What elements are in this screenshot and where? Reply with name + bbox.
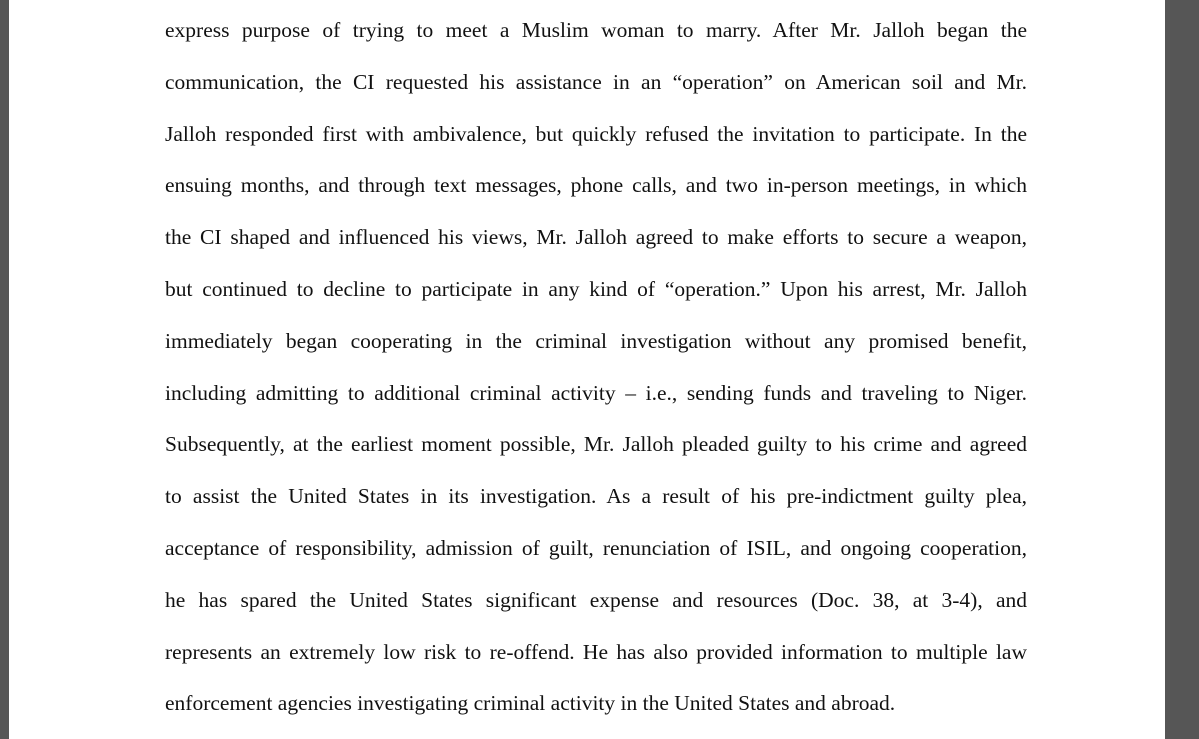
- text-line: express purpose of trying to meet a Muslim woman to marry. After Mr. Jalloh began the: [165, 18, 1027, 42]
- text-line: he has spared the United States significant expense and resources (Doc. 38, at 3-4), and: [165, 587, 1027, 612]
- text-line: to assist the United States in its investigation. As a result of his pre-indictment guilty plea,: [165, 484, 1027, 509]
- text-line: the CI shaped and influenced his views, Mr. Jalloh agreed to make efforts to secure a weapon,: [165, 225, 1027, 250]
- text-line: including admitting to additional criminal activity – i.e., sending funds and traveling to Niger.: [165, 380, 1027, 405]
- text-line: represents an extremely low risk to re-offend. He has also provided information to multiple law: [165, 639, 1027, 664]
- text-line: immediately began cooperating in the criminal investigation without any promised benefit,: [165, 328, 1027, 353]
- text-line: communication, the CI requested his assistance in an “operation” on American soil and Mr.: [165, 69, 1027, 94]
- text-line: enforcement agencies investigating criminal activity in the United States and abroad.: [165, 691, 896, 716]
- text-line: Subsequently, at the earliest moment possible, Mr. Jalloh pleaded guilty to his crime and agreed: [165, 432, 1027, 457]
- body-paragraph: [165, 5, 1027, 730]
- text-line: Jalloh responded first with ambivalence, but quickly refused the invitation to participate. In the: [165, 121, 1027, 146]
- viewer-background-right: [1165, 0, 1199, 739]
- text-line: but continued to decline to participate in any kind of “operation.” Upon his arrest, Mr. Jalloh: [165, 276, 1027, 301]
- document-page: [9, 0, 1165, 739]
- viewer-background-left: [0, 0, 9, 739]
- text-line: acceptance of responsibility, admission of guilt, renunciation of ISIL, and ongoing cooperation,: [165, 535, 1027, 560]
- text-line: ensuing months, and through text messages, phone calls, and two in-person meetings, in which: [165, 173, 1027, 198]
